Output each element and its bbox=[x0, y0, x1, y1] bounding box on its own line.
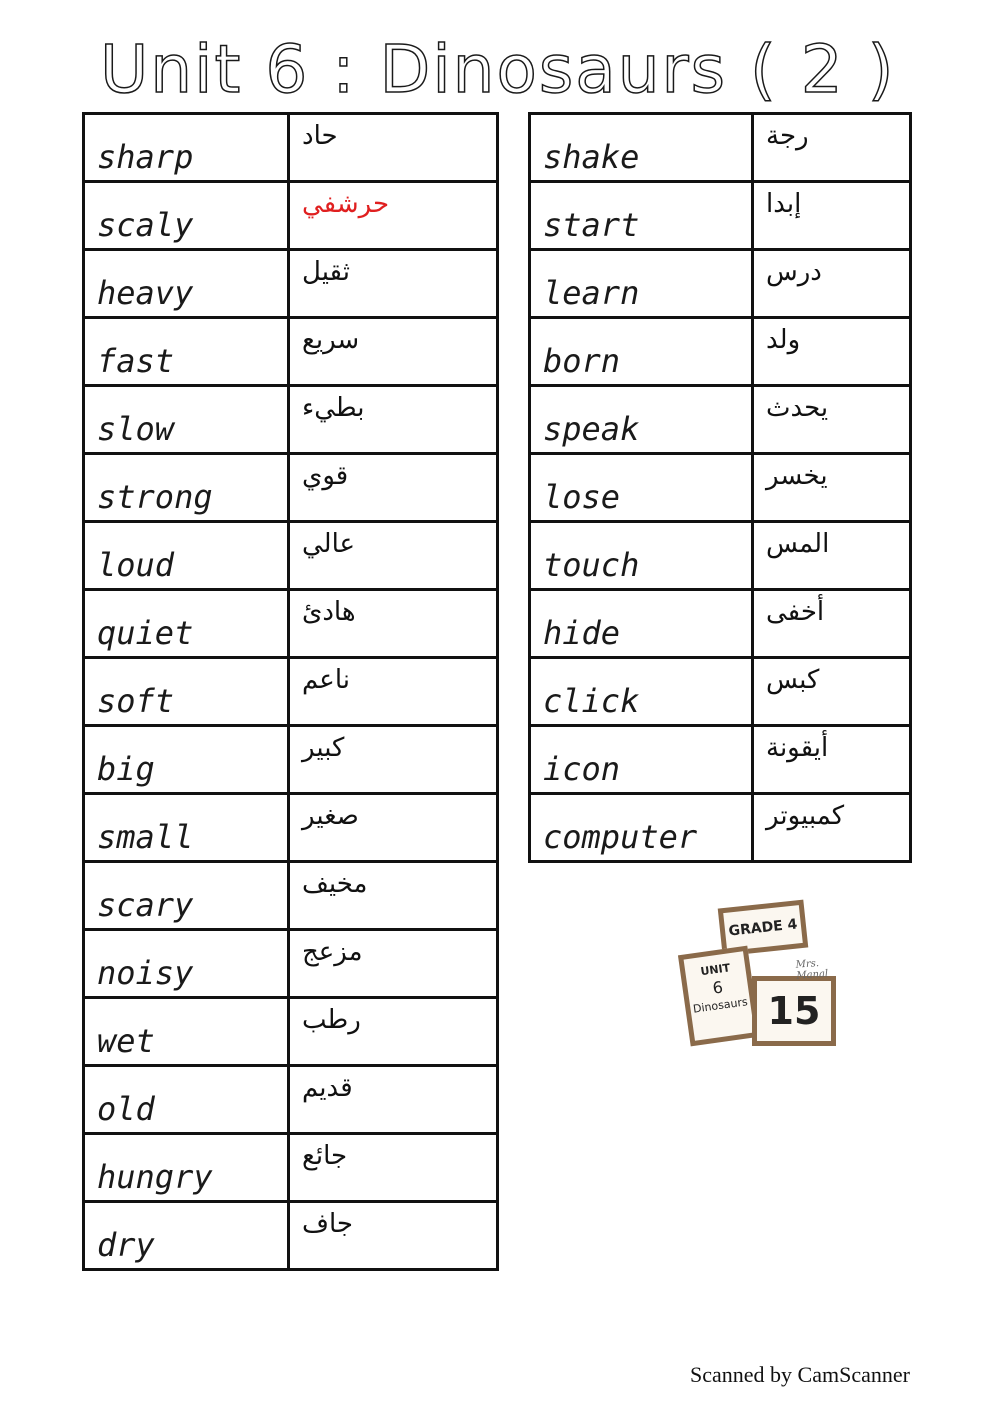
english-word: learn bbox=[543, 274, 640, 312]
english-cell bbox=[84, 318, 289, 386]
arabic-translation: عالي bbox=[302, 529, 356, 559]
vocab-row bbox=[84, 1202, 498, 1270]
vocab-row bbox=[84, 930, 498, 998]
arabic-translation: قوي bbox=[302, 461, 349, 491]
english-word: born bbox=[543, 342, 621, 380]
english-word: touch bbox=[543, 546, 640, 584]
vocabulary-table-left bbox=[82, 112, 499, 1271]
arabic-cell bbox=[753, 182, 911, 250]
vocab-row bbox=[530, 386, 911, 454]
arabic-translation: صغير bbox=[302, 801, 359, 831]
english-cell bbox=[84, 1066, 289, 1134]
unit-number: 6 bbox=[711, 977, 725, 998]
arabic-cell bbox=[289, 1202, 498, 1270]
english-cell bbox=[84, 590, 289, 658]
vocab-row bbox=[84, 590, 498, 658]
arabic-translation: جاف bbox=[302, 1209, 353, 1239]
english-word: lose bbox=[543, 478, 621, 516]
english-word: scary bbox=[97, 886, 194, 924]
vocab-row bbox=[530, 250, 911, 318]
english-word: soft bbox=[97, 682, 175, 720]
arabic-translation: مزعج bbox=[302, 937, 363, 967]
english-word: hide bbox=[543, 614, 621, 652]
english-word: start bbox=[543, 206, 640, 244]
arabic-cell bbox=[289, 454, 498, 522]
vocab-row bbox=[84, 726, 498, 794]
arabic-translation: ولد bbox=[766, 325, 801, 355]
vocab-row bbox=[84, 250, 498, 318]
english-cell bbox=[84, 794, 289, 862]
english-cell bbox=[530, 386, 753, 454]
vocab-row bbox=[84, 114, 498, 182]
vocab-row bbox=[530, 590, 911, 658]
english-cell bbox=[84, 114, 289, 182]
english-cell bbox=[84, 726, 289, 794]
english-word: fast bbox=[97, 342, 175, 380]
arabic-cell bbox=[289, 998, 498, 1066]
arabic-translation: يحدث bbox=[766, 393, 829, 423]
arabic-cell bbox=[289, 930, 498, 998]
english-cell bbox=[530, 726, 753, 794]
vocab-row bbox=[84, 1134, 498, 1202]
arabic-cell bbox=[289, 590, 498, 658]
arabic-cell bbox=[289, 386, 498, 454]
english-word: small bbox=[97, 818, 194, 856]
arabic-translation: كبس bbox=[766, 665, 820, 695]
english-cell bbox=[530, 250, 753, 318]
english-word: wet bbox=[97, 1022, 155, 1060]
arabic-cell bbox=[289, 522, 498, 590]
arabic-translation: هادئ bbox=[302, 597, 356, 627]
page-title: Unit 6 : Dinosaurs ( 2 ) bbox=[100, 31, 896, 108]
english-cell bbox=[84, 386, 289, 454]
english-word: strong bbox=[97, 478, 213, 516]
english-cell bbox=[84, 1202, 289, 1270]
unit-label: UNIT bbox=[699, 961, 731, 979]
arabic-cell bbox=[289, 726, 498, 794]
arabic-cell bbox=[289, 1066, 498, 1134]
vocab-row bbox=[84, 794, 498, 862]
english-word: old bbox=[97, 1090, 155, 1128]
english-word: quiet bbox=[97, 614, 194, 652]
arabic-translation: رطب bbox=[302, 1005, 361, 1035]
english-cell bbox=[84, 930, 289, 998]
english-cell bbox=[530, 658, 753, 726]
arabic-cell bbox=[753, 658, 911, 726]
english-word: heavy bbox=[97, 274, 194, 312]
english-word: loud bbox=[97, 546, 175, 584]
english-word: icon bbox=[543, 750, 621, 788]
english-cell bbox=[84, 1134, 289, 1202]
english-word: big bbox=[97, 750, 155, 788]
english-cell bbox=[84, 522, 289, 590]
arabic-cell bbox=[753, 726, 911, 794]
vocab-row bbox=[530, 726, 911, 794]
english-cell bbox=[84, 250, 289, 318]
vocab-row bbox=[530, 318, 911, 386]
arabic-translation: كبير bbox=[302, 733, 345, 763]
arabic-cell bbox=[289, 182, 498, 250]
english-cell bbox=[530, 114, 753, 182]
signature: Mrs. Manal bbox=[795, 958, 829, 982]
scanner-footer: Scanned by CamScanner bbox=[690, 1362, 910, 1387]
arabic-translation: قديم bbox=[302, 1073, 353, 1103]
arabic-cell bbox=[753, 318, 911, 386]
vocab-row bbox=[530, 658, 911, 726]
vocab-row bbox=[530, 794, 911, 862]
arabic-cell bbox=[289, 250, 498, 318]
arabic-cell bbox=[289, 794, 498, 862]
arabic-translation: بطيء bbox=[302, 393, 365, 423]
arabic-translation: المس bbox=[766, 529, 830, 559]
arabic-translation: حاد bbox=[302, 121, 338, 151]
arabic-translation: رجة bbox=[766, 121, 809, 151]
arabic-translation: درس bbox=[766, 257, 822, 287]
english-word: sharp bbox=[97, 138, 194, 176]
arabic-cell bbox=[289, 318, 498, 386]
grade-unit-badge bbox=[684, 900, 844, 1050]
english-cell bbox=[530, 454, 753, 522]
arabic-translation: ثقيل bbox=[302, 257, 350, 287]
arabic-translation: يخسر bbox=[766, 461, 828, 491]
vocabulary-table-right bbox=[528, 112, 912, 863]
english-cell bbox=[530, 182, 753, 250]
arabic-cell bbox=[289, 862, 498, 930]
arabic-cell bbox=[753, 522, 911, 590]
arabic-cell bbox=[753, 386, 911, 454]
arabic-translation: أخفى bbox=[766, 597, 825, 627]
vocab-row bbox=[84, 1066, 498, 1134]
english-cell bbox=[530, 522, 753, 590]
arabic-translation: ناعم bbox=[302, 665, 350, 695]
vocab-row bbox=[84, 998, 498, 1066]
english-word: scaly bbox=[97, 206, 194, 244]
arabic-translation: جائع bbox=[302, 1141, 348, 1171]
english-word: slow bbox=[97, 410, 175, 448]
english-word: click bbox=[543, 682, 640, 720]
english-word: computer bbox=[543, 818, 698, 856]
vocab-row bbox=[84, 182, 498, 250]
arabic-cell bbox=[289, 114, 498, 182]
vocab-row bbox=[84, 658, 498, 726]
arabic-cell bbox=[753, 590, 911, 658]
english-word: noisy bbox=[97, 954, 194, 992]
english-cell bbox=[84, 862, 289, 930]
english-cell bbox=[84, 182, 289, 250]
english-word: hungry bbox=[97, 1158, 213, 1196]
english-cell bbox=[530, 794, 753, 862]
arabic-cell bbox=[753, 794, 911, 862]
english-word: shake bbox=[543, 138, 640, 176]
english-cell bbox=[84, 454, 289, 522]
arabic-translation: كمبيوتر bbox=[766, 801, 845, 831]
vocab-row bbox=[84, 862, 498, 930]
english-cell bbox=[530, 318, 753, 386]
vocab-row bbox=[530, 454, 911, 522]
arabic-translation: إبدا bbox=[766, 189, 802, 219]
unit-card bbox=[678, 946, 760, 1047]
arabic-translation: حرشفي bbox=[302, 189, 390, 219]
vocab-row bbox=[530, 522, 911, 590]
english-cell bbox=[84, 658, 289, 726]
arabic-translation: أيقونة bbox=[766, 733, 829, 763]
page-number-card bbox=[752, 976, 836, 1046]
page-number: 15 bbox=[767, 989, 821, 1033]
english-word: dry bbox=[97, 1226, 155, 1264]
arabic-cell bbox=[753, 250, 911, 318]
arabic-cell bbox=[753, 114, 911, 182]
english-cell bbox=[530, 590, 753, 658]
english-cell bbox=[84, 998, 289, 1066]
vocab-row bbox=[84, 454, 498, 522]
arabic-cell bbox=[753, 454, 911, 522]
unit-name: Dinosaurs bbox=[692, 995, 749, 1016]
vocab-row bbox=[84, 318, 498, 386]
arabic-translation: سريع bbox=[302, 325, 360, 355]
grade-label: GRADE 4 bbox=[727, 916, 799, 940]
vocab-row bbox=[84, 522, 498, 590]
vocab-row bbox=[84, 386, 498, 454]
arabic-cell bbox=[289, 658, 498, 726]
vocab-row bbox=[530, 114, 911, 182]
english-word: speak bbox=[543, 410, 640, 448]
arabic-translation: مخيف bbox=[302, 869, 368, 899]
arabic-cell bbox=[289, 1134, 498, 1202]
vocab-row bbox=[530, 182, 911, 250]
